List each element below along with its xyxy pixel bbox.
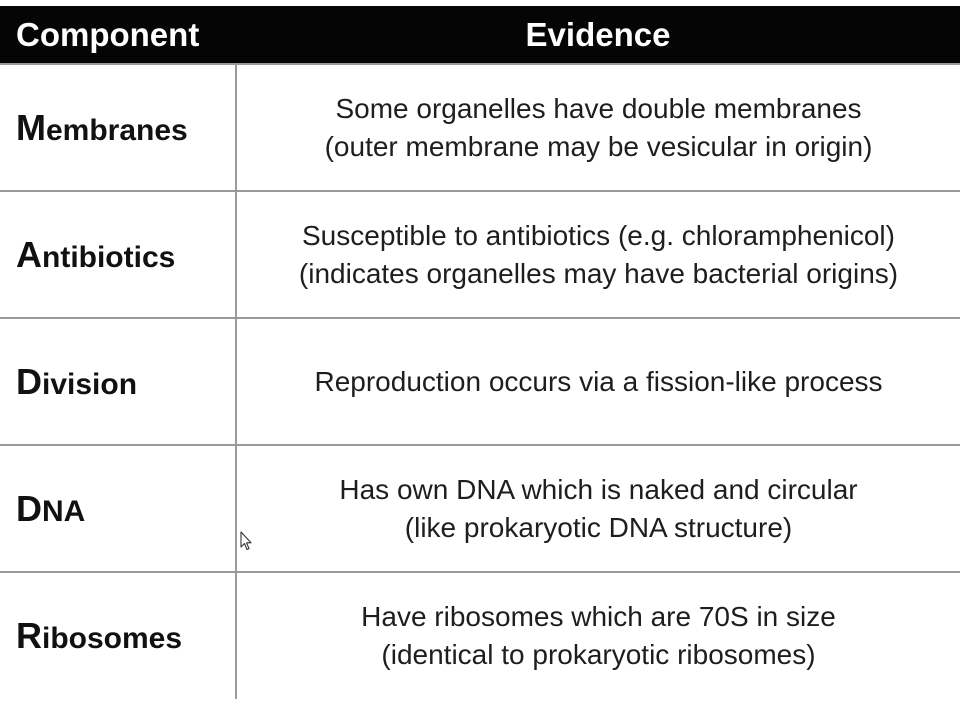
component-rest: ivision	[42, 367, 138, 401]
component-initial: R	[16, 615, 42, 656]
component-rest: NA	[42, 494, 86, 528]
evidence-cell	[236, 64, 960, 191]
endosymbiosis-evidence-table	[0, 6, 960, 699]
component-column-header: Component	[16, 15, 200, 53]
evidence-cell	[236, 572, 960, 699]
evidence-cell	[236, 191, 960, 318]
evidence-line: Has own DNA which is naked and circular	[339, 473, 858, 505]
component-cell-ribosomes	[0, 572, 236, 699]
component-rest: ntibiotics	[42, 240, 176, 274]
component-initial: M	[16, 106, 46, 148]
component-rest: ibosomes	[42, 622, 183, 655]
evidence-cell	[236, 318, 960, 445]
evidence-line: (outer membrane may be vesicular in origin)	[324, 130, 873, 162]
component-initial: A	[16, 233, 42, 275]
component-cell-membranes	[0, 64, 236, 191]
header-row	[0, 6, 960, 64]
table-body	[0, 64, 960, 699]
table-header	[0, 6, 960, 64]
table-row	[0, 445, 960, 572]
evidence-line: Susceptible to antibiotics (e.g. chloramphenicol)	[302, 219, 895, 251]
component-cell-dna	[0, 445, 236, 572]
evidence-column-header: Evidence	[525, 15, 671, 53]
component-rest: embranes	[46, 113, 188, 147]
table-row	[0, 64, 960, 191]
evidence-line: Some organelles have double membranes	[335, 92, 862, 124]
table-row	[0, 318, 960, 445]
evidence-line: (indicates organelles may have bacterial origins)	[298, 257, 899, 289]
component-cell-antibiotics	[0, 191, 236, 318]
table-row	[0, 191, 960, 318]
mouse-pointer-icon	[240, 531, 252, 551]
evidence-line: Reproduction occurs via a fission-like process	[314, 365, 883, 397]
evidence-line: (like prokaryotic DNA structure)	[404, 511, 793, 543]
table-row	[0, 572, 960, 699]
component-initial: D	[16, 360, 42, 402]
component-cell-division	[0, 318, 236, 445]
evidence-cell	[236, 445, 960, 572]
evidence-line: Have ribosomes which are 70S in size	[361, 601, 836, 632]
component-initial: D	[16, 487, 42, 529]
evidence-line: (identical to prokaryotic ribosomes)	[381, 639, 816, 670]
